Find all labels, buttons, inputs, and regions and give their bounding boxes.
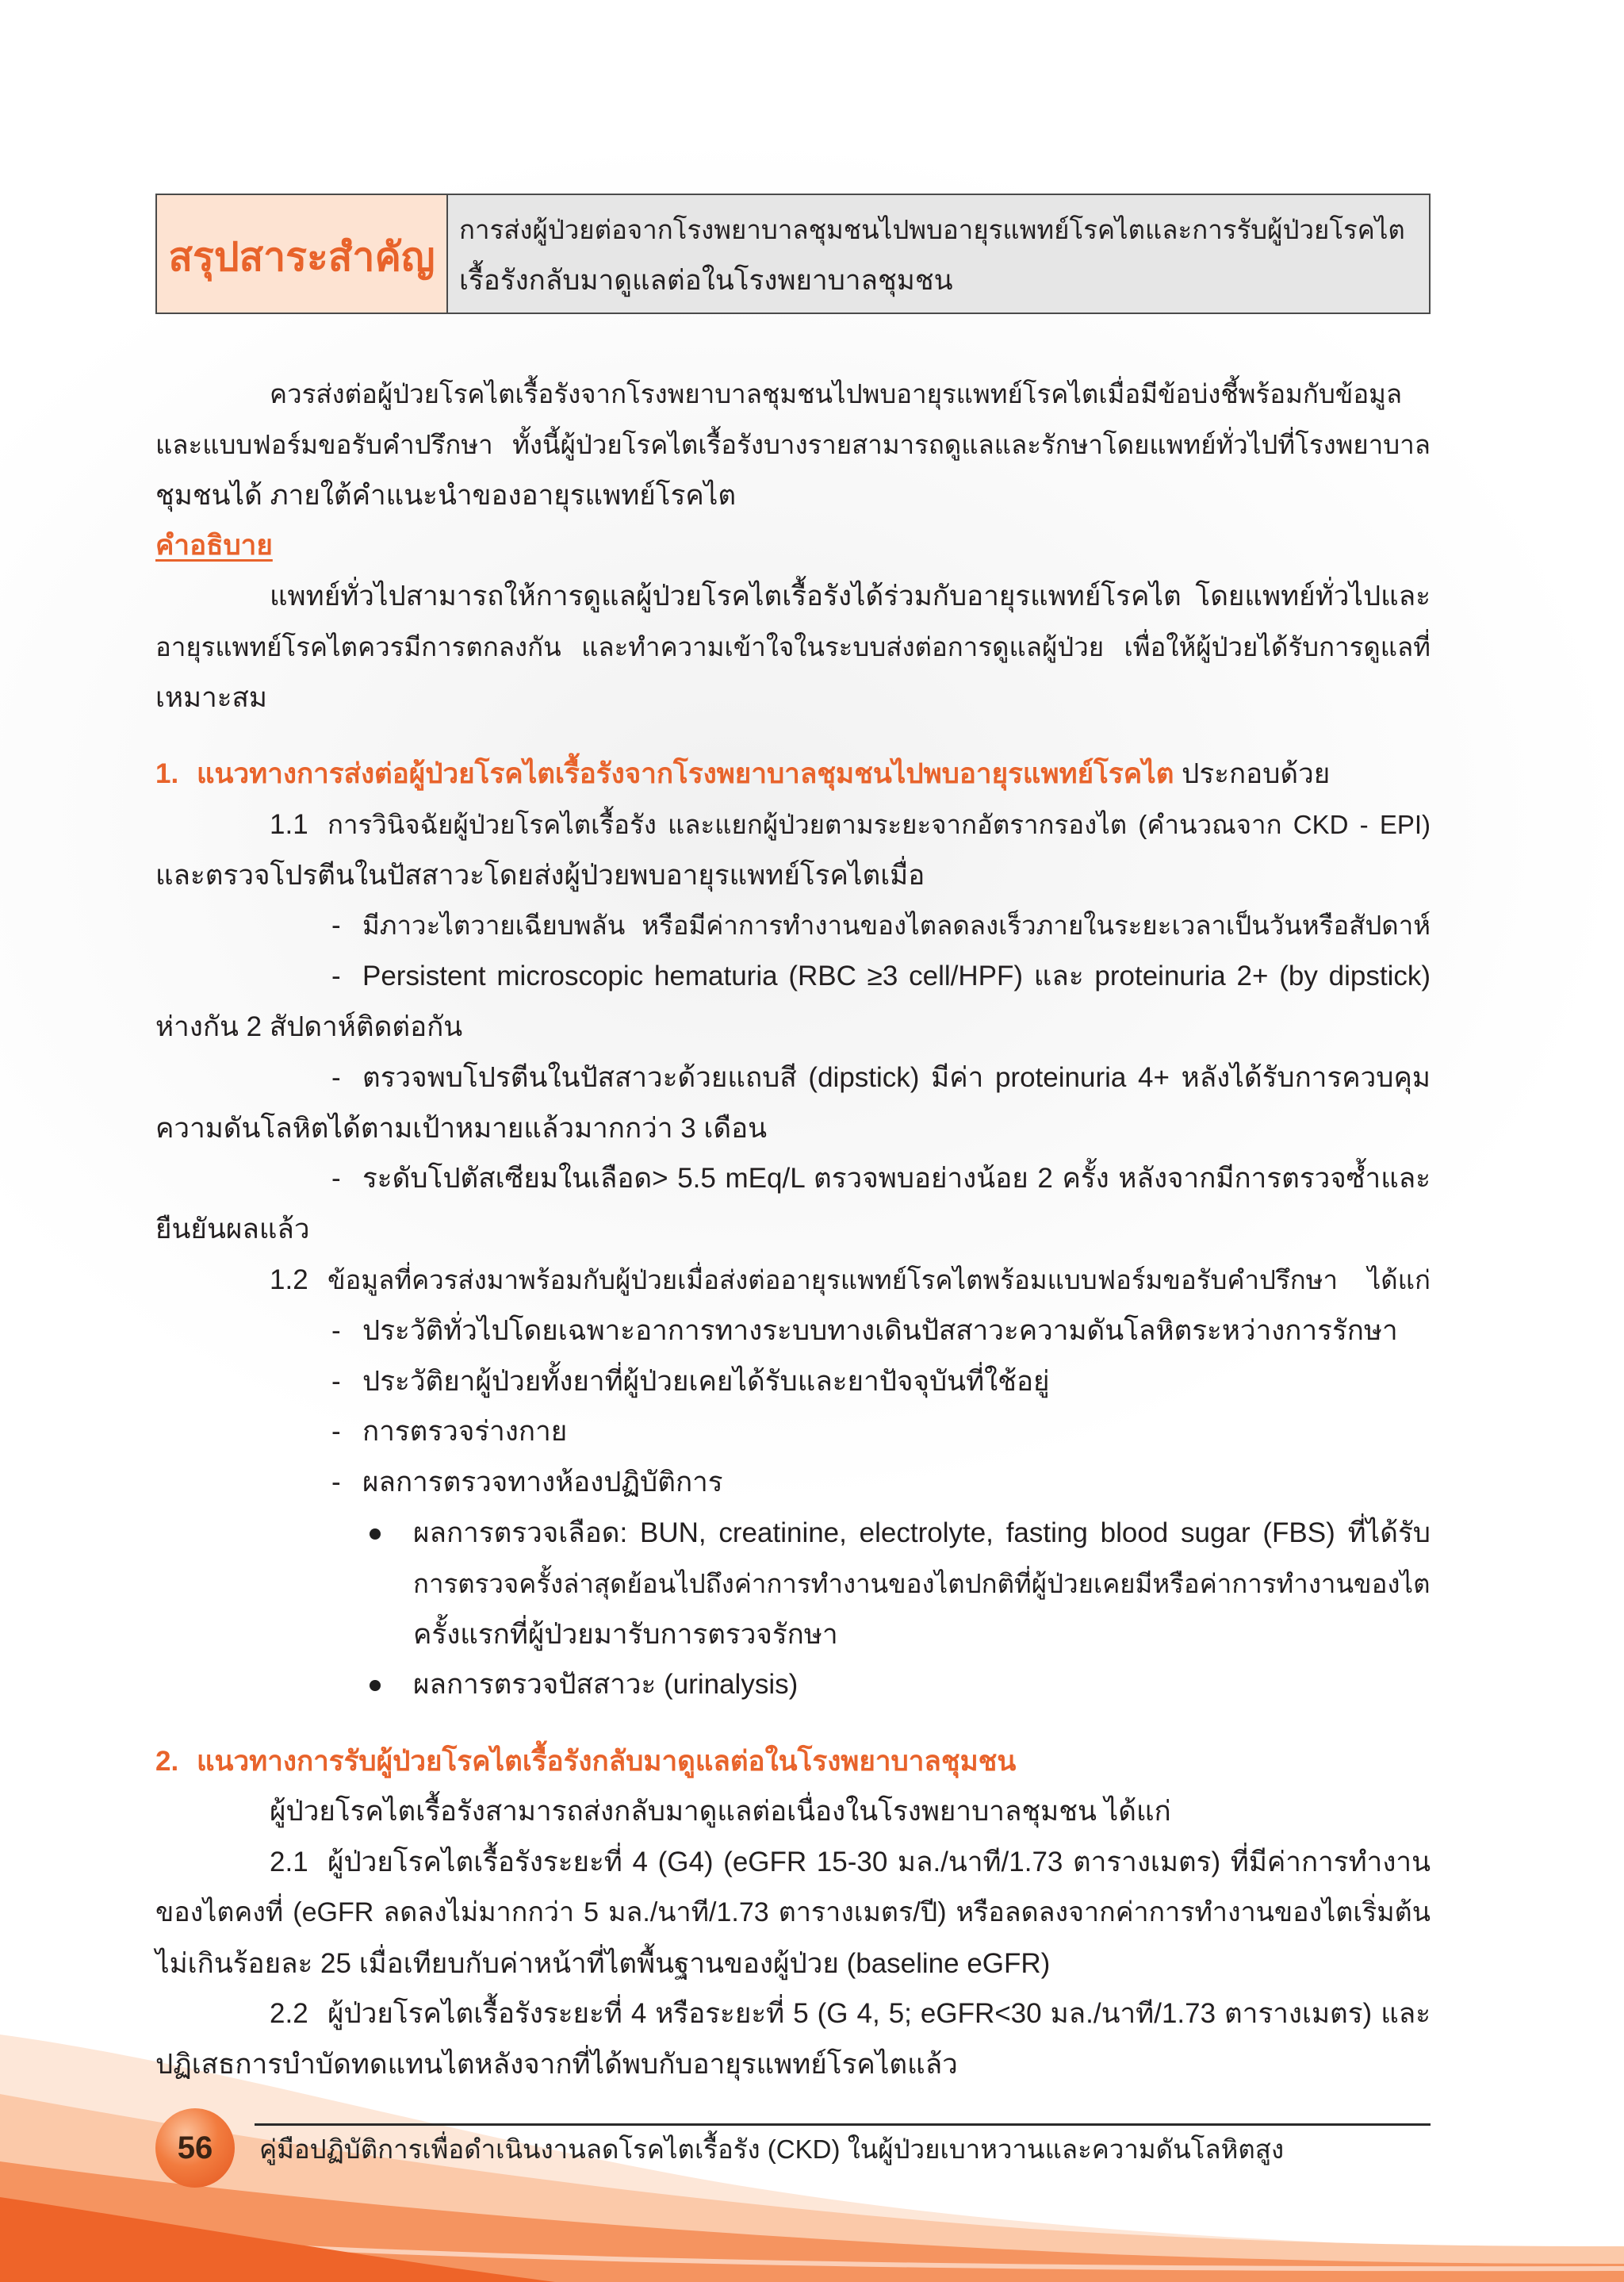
subsection-text: ผู้ป่วยโรคไตเรื้อรังระยะที่ 4 (G4) (eGFR 15-30 มล./นาที/1.73 ตารางเมตร) ที่มีค่าการทำงาน [327, 1847, 1431, 1878]
footer-title: คู่มือปฏิบัติการเพื่อดำเนินงานลดโรคไตเรื้อรัง (CKD) ในผู้ป่วยเบาหวานและความดันโลหิตสูง [259, 2134, 1285, 2164]
explanation-text: เหมาะสม [155, 681, 267, 713]
lab-result-text: ผลการตรวจปัสสาวะ (urinalysis) [413, 1669, 799, 1701]
dash-marker: - [331, 1163, 341, 1195]
section-title: แนวทางการส่งต่อผู้ป่วยโรคไตเรื้อรังจากโรงพยาบาลชุมชนไปพบอายุรแพทย์โรคไต [197, 757, 1174, 789]
info-item [155, 1306, 1431, 1356]
lab-result-item [155, 1508, 1431, 1559]
intro-line [155, 369, 1431, 420]
intro-text: ชุมชนได้ ภายใต้คำแนะนำของอายุรแพทย์โรคไต [155, 479, 737, 511]
criteria-continuation [155, 1103, 1431, 1154]
lab-result-continuation [155, 1609, 1431, 1660]
lab-result-text: ผลการตรวจเลือด: BUN, creatinine, electrolyte, fasting blood sugar (FBS) ที่ได้รับ [413, 1517, 1431, 1548]
criteria-continuation [155, 1204, 1431, 1255]
subsection-text: ไม่เกินร้อยละ 25 เมื่อเทียบกับค่าหน้าที่ไตพื้นฐานของผู้ป่วย (baseline eGFR) [155, 1947, 1051, 1979]
subsection-2-2-line [155, 1989, 1431, 2039]
info-item [155, 1457, 1431, 1508]
intro-text: และแบบฟอร์มขอรับคำปรึกษา ทั้งนี้ผู้ป่วยโรคไตเรื้อรังบางรายสามารถดูแลและรักษาโดยแพทย์ทั่วไปที่โรงพยาบาล [155, 429, 1431, 459]
dash-marker: - [331, 910, 341, 942]
criteria-text: มีภาวะไตวายเฉียบพลัน หรือมีค่าการทำงานของไตลดลงเร็วภายในระยะเวลาเป็นวันหรือสัปดาห์ [362, 911, 1431, 941]
subsection-text: และตรวจโปรตีนในปัสสาวะโดยส่งผู้ป่วยพบอายุรแพทย์โรคไตเมื่อ [155, 859, 925, 891]
intro-line [155, 420, 1431, 470]
key-summary-box [155, 194, 1431, 314]
criteria-text: ตรวจพบโปรตีนในปัสสาวะด้วยแถบสี (dipstick) มีค่า proteinuria 4+ หลังได้รับการควบคุม [362, 1061, 1431, 1093]
intro-line [155, 470, 1431, 521]
criteria-text: ความดันโลหิตได้ตามเป้าหมายแล้วมากกว่า 3 เดือน [155, 1112, 768, 1144]
section-intro-text: ผู้ป่วยโรคไตเรื้อรังสามารถส่งกลับมาดูแลต่อเนื่องในโรงพยาบาลชุมชน ได้แก่ [270, 1796, 1171, 1828]
section-2-intro-line [155, 1786, 1431, 1837]
bullet-icon [370, 1680, 381, 1691]
explanation-heading-line [155, 520, 1431, 571]
section-title: แนวทางการรับผู้ป่วยโรคไตเรื้อรังกลับมาดูแลต่อในโรงพยาบาลชุมชน [197, 1745, 1017, 1777]
dash-marker: - [331, 1467, 341, 1498]
info-text: ผลการตรวจทางห้องปฏิบัติการ [362, 1467, 723, 1498]
subsection-2-1-line [155, 1837, 1431, 1888]
explanation-line [155, 673, 1431, 723]
intro-text: ควรส่งต่อผู้ป่วยโรคไตเรื้อรังจากโรงพยาบาลชุมชนไปพบอายุรแพทย์โรคไตเมื่อมีข้อบ่งชี้พร้อมกับข้อมูล [270, 379, 1403, 408]
section-1-heading [155, 749, 1431, 800]
criteria-continuation [155, 1002, 1431, 1053]
criteria-item [155, 1153, 1431, 1204]
criteria-item [155, 951, 1431, 1002]
subsection-text: ข้อมูลที่ควรส่งมาพร้อมกับผู้ป่วยเมื่อส่งต่ออายุรแพทย์โรคไตพร้อมแบบฟอร์มขอรับคำปรึกษา ได้แก่ [327, 1264, 1431, 1294]
criteria-item [155, 900, 1431, 951]
subsection-2-2-line [155, 2039, 1431, 2090]
criteria-text: ระดับโปตัสเซียมในเลือด> 5.5 mEq/L ตรวจพบอย่างน้อย 2 ครั้ง หลังจากมีการตรวจซ้ำและ [362, 1163, 1431, 1195]
section-number: 1. [155, 757, 179, 789]
dash-marker: - [331, 961, 341, 992]
info-text: ประวัติยาผู้ป่วยทั้งยาที่ผู้ป่วยเคยได้รับและยาปัจจุบันที่ใช้อยู่ [362, 1365, 1050, 1397]
subsection-number: 1.1 [270, 808, 308, 840]
dash-marker: - [331, 1416, 341, 1448]
info-text: ประวัติทั่วไปโดยเฉพาะอาการทางระบบทางเดินปัสสาวะความดันโลหิตระหว่างการรักษา [362, 1314, 1398, 1346]
subsection-number: 1.2 [270, 1264, 308, 1295]
key-summary-text [448, 195, 1429, 313]
subsection-1-1-line [155, 850, 1431, 901]
bullet-icon [370, 1528, 381, 1540]
lab-result-text: ครั้งแรกที่ผู้ป่วยมารับการตรวจรักษา [413, 1618, 838, 1650]
key-summary-line: เรื้อรังกลับมาดูแลต่อในโรงพยาบาลชุมชน [459, 265, 953, 296]
subsection-2-1-line [155, 1888, 1431, 1939]
section-2-heading [155, 1736, 1431, 1787]
explanation-text: แพทย์ทั่วไปสามารถให้การดูแลผู้ป่วยโรคไตเรื้อรังได้ร่วมกับอายุรแพทย์โรคไต โดยแพทย์ทั่วไปและ [270, 581, 1431, 612]
footer-rule [255, 2123, 1431, 2126]
document-body [155, 369, 1431, 2090]
info-item [155, 1356, 1431, 1407]
dash-marker: - [331, 1314, 341, 1346]
criteria-text: Persistent microscopic hematuria (RBC ≥3 cell/HPF) และ proteinuria 2+ (by dipstick) [362, 961, 1431, 992]
explanation-text: อายุรแพทย์โรคไตควรมีการตกลงกัน และทำความเข้าใจในระบบส่งต่อการดูแลผู้ป่วย เพื่อให้ผู้ป่วยได้รับการดูแลที่ [155, 631, 1431, 662]
subsection-text: ปฏิเสธการบำบัดทดแทนไตหลังจากที่ได้พบกับอายุรแพทย์โรคไตแล้ว [155, 2049, 958, 2081]
lab-result-item [155, 1659, 1431, 1710]
dash-marker: - [331, 1061, 341, 1093]
info-text: การตรวจร่างกาย [362, 1416, 568, 1448]
explanation-heading: คำอธิบาย [155, 530, 273, 562]
explanation-line [155, 571, 1431, 622]
criteria-item [155, 1053, 1431, 1103]
key-summary-label: สรุปสาระสำคัญ [157, 195, 448, 313]
subsection-1-2-line [155, 1255, 1431, 1306]
criteria-text: ห่างกัน 2 สัปดาห์ติดต่อกัน [155, 1011, 463, 1042]
bullet-wrapper [367, 1508, 413, 1559]
subsection-text: ของไตคงที่ (eGFR ลดลงไม่มากกว่า 5 มล./นาที/1.73 ตารางเมตร/ปี) หรือลดลงจากค่าการทำงานของไตเริ่มต้น [155, 1897, 1431, 1927]
explanation-line [155, 622, 1431, 673]
bullet-wrapper [367, 1659, 413, 1710]
subsection-text: การวินิจฉัยผู้ป่วยโรคไตเรื้อรัง และแยกผู้ป่วยตามระยะจากอัตรากรองไต (คำนวณจาก CKD - EPI) [327, 809, 1431, 839]
section-title-suffix: ประกอบด้วย [1182, 757, 1331, 789]
subsection-text: ผู้ป่วยโรคไตเรื้อรังระยะที่ 4 หรือระยะที่ 5 (G 4, 5; eGFR<30 มล./นาที/1.73 ตารางเมตร) และ [327, 1998, 1431, 2030]
info-item [155, 1406, 1431, 1457]
lab-result-continuation [155, 1559, 1431, 1609]
lab-result-text: การตรวจครั้งล่าสุดย้อนไปถึงค่าการทำงานของไตปกติที่ผู้ป่วยเคยมีหรือค่าการทำงานของไต [413, 1568, 1431, 1598]
section-title-line [197, 749, 1431, 800]
section-number: 2. [155, 1745, 179, 1777]
subsection-2-1-line [155, 1939, 1431, 1989]
subsection-number: 2.1 [270, 1847, 308, 1878]
criteria-text: ยืนยันผลแล้ว [155, 1214, 310, 1245]
key-summary-line: การส่งผู้ป่วยต่อจากโรงพยาบาลชุมชนไปพบอายุรแพทย์โรคไตและการรับผู้ป่วยโรคไต [459, 215, 1405, 244]
subsection-number: 2.2 [270, 1998, 308, 2030]
page-number-badge: 56 [155, 2108, 235, 2188]
dash-marker: - [331, 1365, 341, 1397]
subsection-1-1-line [155, 800, 1431, 850]
